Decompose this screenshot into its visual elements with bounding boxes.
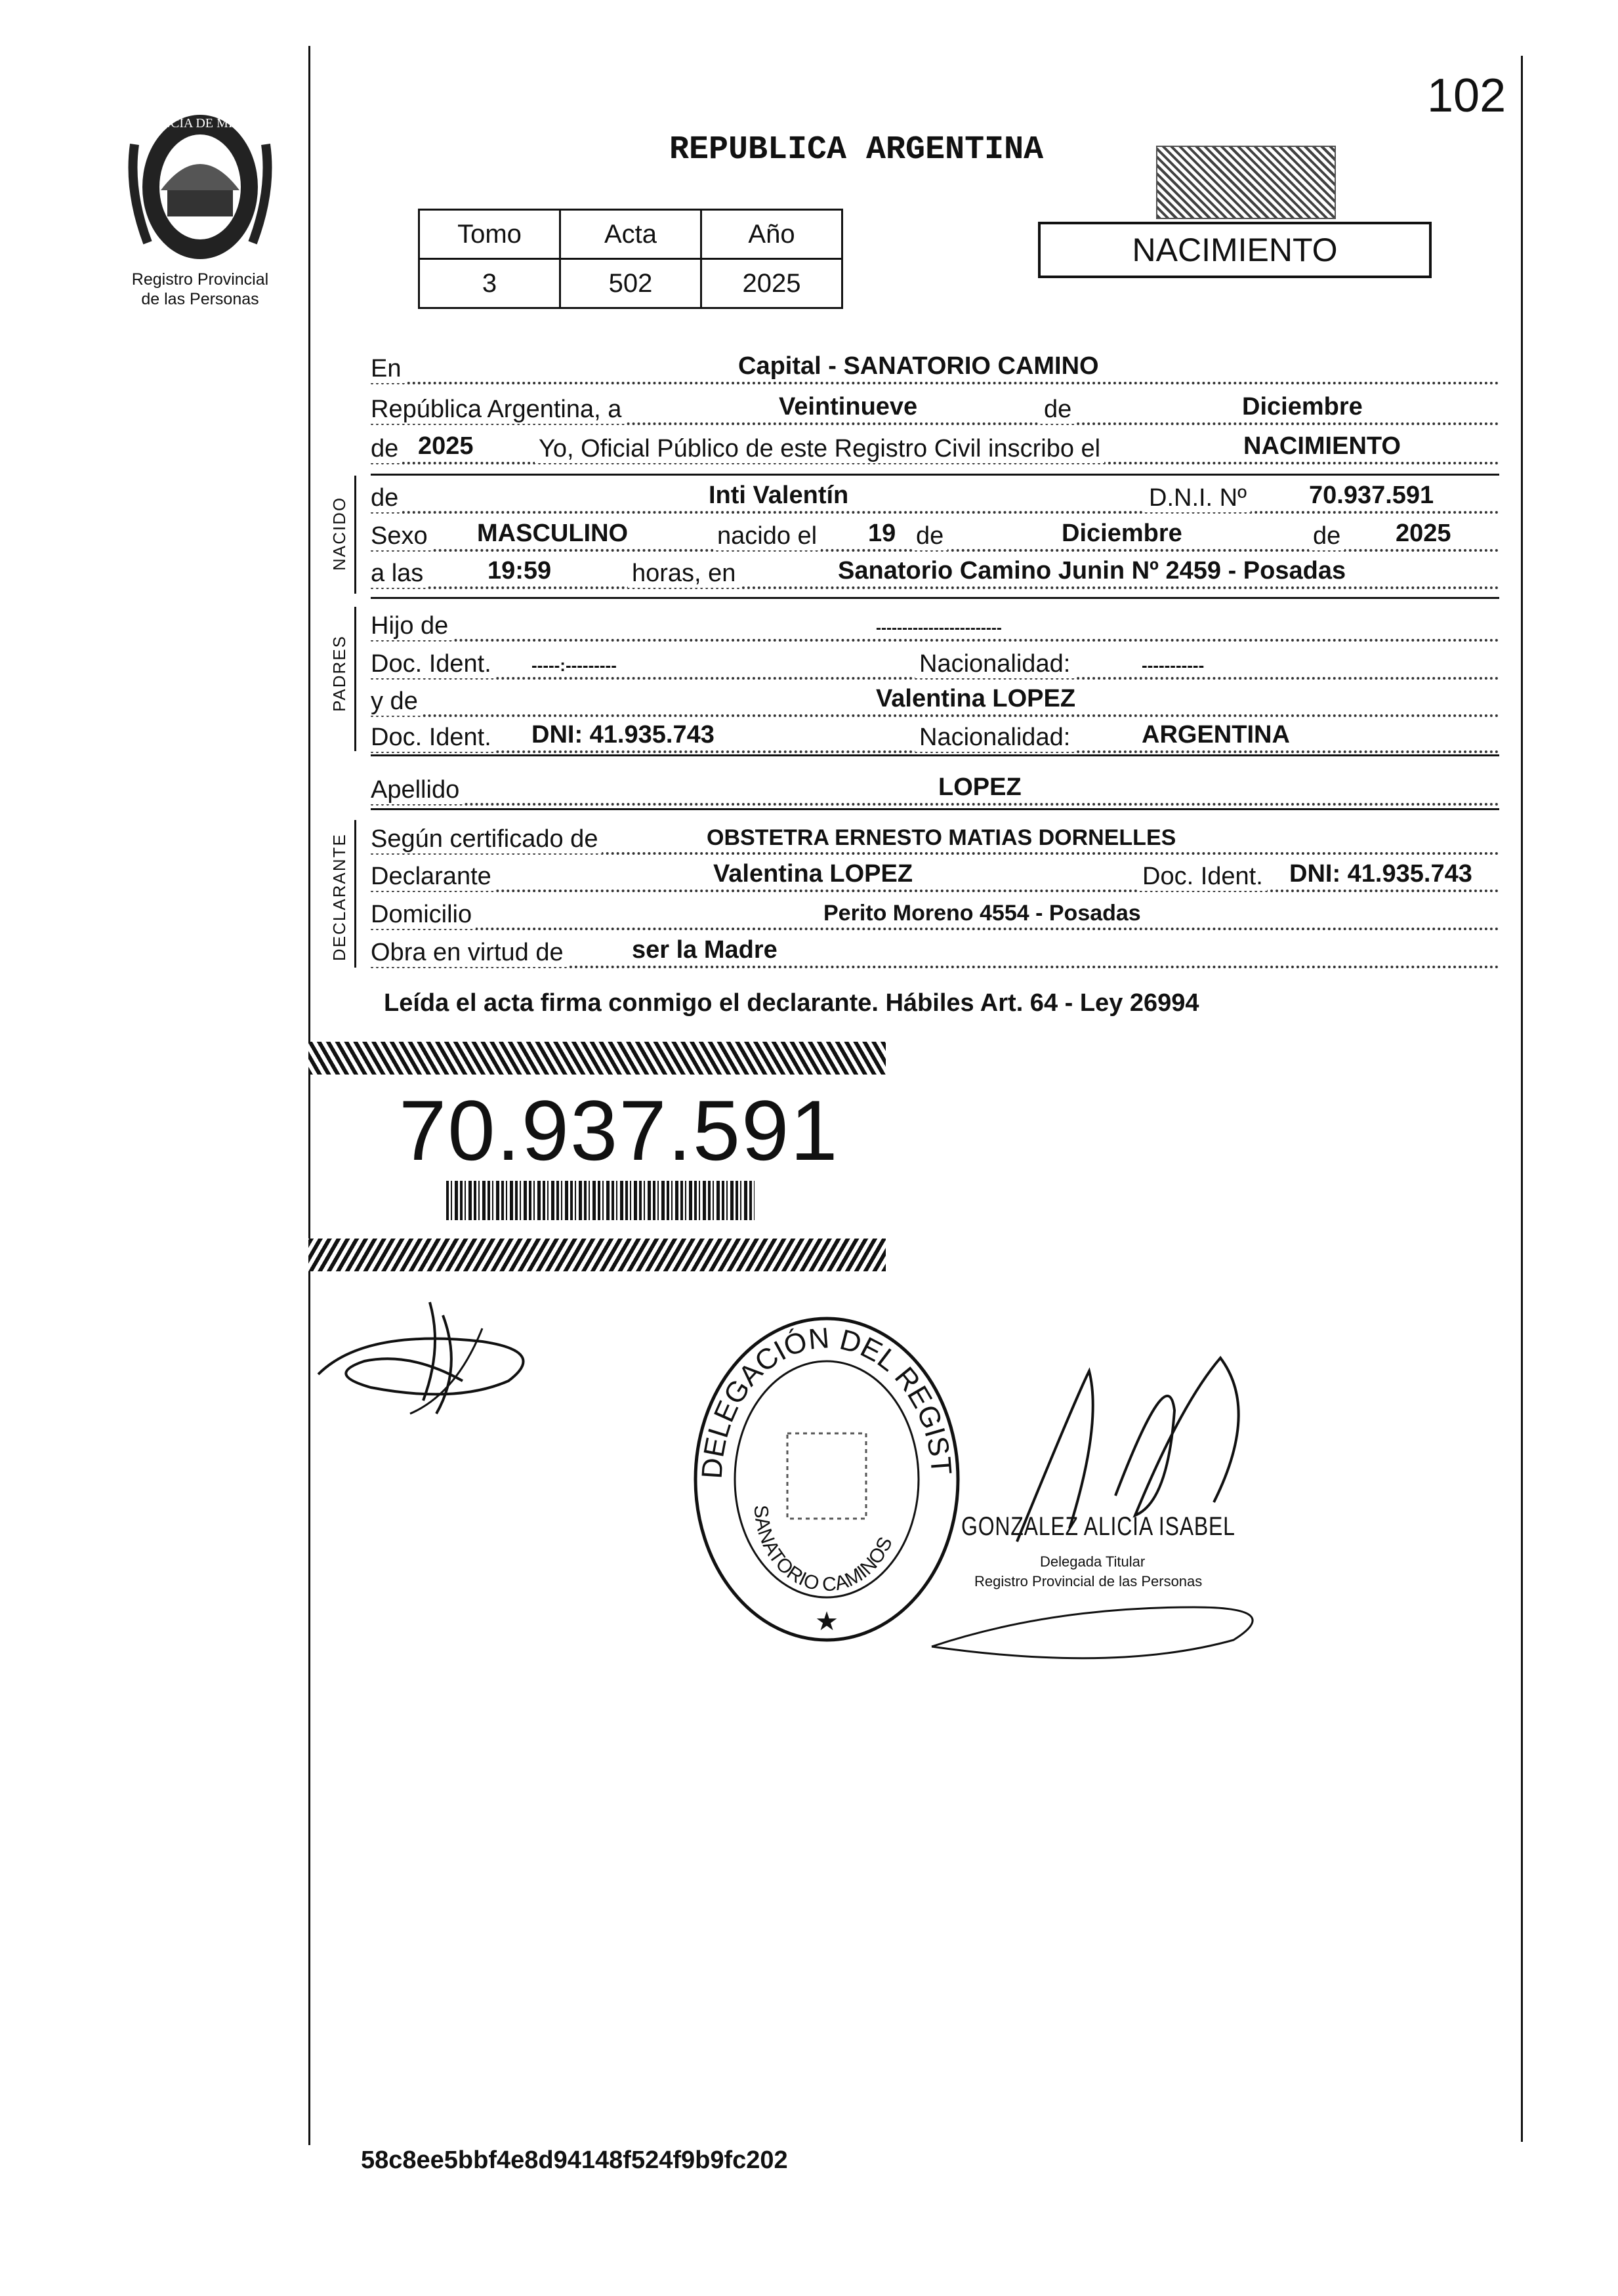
label-en: En	[371, 355, 405, 383]
dni-large-number: 70.937.591	[399, 1082, 839, 1178]
value-mes-registro: Diciembre	[1242, 393, 1363, 420]
value-anio-registro: 2025	[418, 432, 474, 460]
row-hora-lugar	[371, 558, 1499, 594]
section-label-declarante: DECLARANTE	[329, 833, 349, 961]
row-apellido	[371, 774, 1499, 811]
row-nombre	[371, 482, 1499, 519]
security-stripe-bottom	[308, 1239, 886, 1271]
seal-inner-text: SANATORIO CAMINOS	[749, 1504, 897, 1596]
registry-table-header-row	[419, 210, 842, 259]
section-bar-nacido	[354, 476, 356, 594]
value-hora: 19:59	[487, 557, 552, 584]
row-obra-virtud	[371, 937, 1499, 974]
value-certificado: OBSTETRA ERNESTO MATIAS DORNELLES	[707, 825, 1176, 850]
row-hijo-de	[371, 610, 1499, 647]
section-bar-declarante	[354, 820, 356, 968]
official-name: GONZALEZ ALICIA ISABEL	[961, 1512, 1235, 1541]
table-value-anio: 2025	[701, 259, 842, 308]
label-de-nombre: de	[371, 484, 402, 512]
label-nacionalidad-padre: Nacionalidad:	[915, 650, 1074, 678]
value-madre: Valentina LOPEZ	[876, 685, 1076, 712]
provincial-logo	[121, 105, 279, 269]
label-declarante: Declarante	[371, 863, 495, 891]
label-a-las: a las	[371, 560, 427, 588]
label-doc-ident-padre: Doc. Ident.	[371, 650, 495, 678]
row-lugar	[371, 353, 1499, 390]
row-inscripcion	[371, 433, 1499, 470]
label-yo-oficial: Yo, Oficial Público de este Registro Civil inscribo el	[535, 435, 1104, 463]
value-padre-doc: -----:---------	[531, 655, 617, 675]
row-certificado	[371, 823, 1499, 860]
label-sexo: Sexo	[371, 522, 432, 550]
value-mes-nac: Diciembre	[1062, 520, 1182, 547]
label-de-anio-nac: de	[1309, 522, 1344, 550]
svg-text:★: ★	[815, 1607, 839, 1636]
value-apellido: LOPEZ	[938, 773, 1022, 801]
logo-caption-1: Registro Provincial	[131, 270, 269, 289]
value-lugar-nac: Sanatorio Camino Junin Nº 2459 - Posadas	[838, 557, 1346, 584]
section-bar-padres	[354, 607, 356, 751]
closing-statement: Leída el acta firma conmigo el declarante. Hábiles Art. 64 - Ley 26994	[384, 989, 1199, 1017]
official-institution: Registro Provincial de las Personas	[974, 1573, 1203, 1589]
section-label-nacido: NACIDO	[329, 496, 349, 571]
value-madre-doc: DNI: 41.935.743	[531, 721, 715, 748]
dni-barcode	[446, 1181, 755, 1220]
value-anio-nac: 2025	[1396, 520, 1451, 547]
value-dia-nac: 19	[868, 520, 896, 547]
row-declarante	[371, 861, 1499, 897]
label-segun-certificado: Según certificado de	[371, 825, 602, 853]
label-obra-virtud: Obra en virtud de	[371, 939, 568, 967]
seal-ring-text: DELEGACIÓN DEL REGIST	[695, 1322, 958, 1480]
section-label-padres: PADRES	[329, 635, 349, 712]
label-hijo-de: Hijo de	[371, 612, 452, 640]
label-apellido: Apellido	[371, 776, 463, 804]
value-nombre: Inti Valentín	[709, 482, 849, 509]
table-value-acta: 502	[560, 259, 701, 308]
label-republica: República Argentina, a	[371, 396, 625, 424]
value-lugar: Capital - SANATORIO CAMINO	[738, 352, 1099, 380]
row-domicilio	[371, 899, 1499, 935]
label-nacido-el: nacido el	[713, 522, 821, 550]
row-madre	[371, 686, 1499, 722]
value-declarante: Valentina LOPEZ	[713, 860, 913, 888]
value-obra: ser la Madre	[632, 936, 778, 964]
label-doc-ident-declarante: Doc. Ident.	[1138, 863, 1267, 891]
label-de: de	[1040, 396, 1075, 424]
label-domicilio: Domicilio	[371, 901, 476, 929]
divider-nacido-top	[371, 474, 1499, 476]
document-title: REPUBLICA ARGENTINA	[669, 131, 1044, 169]
official-title: Delegada Titular	[1040, 1553, 1146, 1570]
value-sexo: MASCULINO	[477, 520, 629, 547]
label-dni-no: D.N.I. Nº	[1145, 484, 1251, 512]
table-header-tomo: Tomo	[419, 210, 560, 259]
value-padre: ------------------------	[876, 619, 1002, 637]
act-type-box: NACIMIENTO	[1038, 222, 1432, 278]
security-hologram	[1156, 146, 1336, 219]
page-number: 102	[1427, 70, 1506, 122]
logo-caption-2: de las Personas	[141, 290, 259, 308]
value-madre-nac: ARGENTINA	[1142, 721, 1290, 748]
row-sexo-nacimiento	[371, 520, 1499, 557]
security-stripe-top	[308, 1042, 886, 1075]
value-padre-nac: -----------	[1142, 655, 1205, 675]
value-domicilio: Perito Moreno 4554 - Posadas	[823, 901, 1141, 926]
document-hash: 58c8ee5bbf4e8d94148f524f9b9fc202	[361, 2146, 788, 2174]
table-header-anio: Año	[701, 210, 842, 259]
label-doc-ident-madre: Doc. Ident.	[371, 724, 495, 752]
label-y-de: y de	[371, 687, 422, 716]
label-de-anio: de	[371, 435, 402, 463]
value-dni: 70.937.591	[1309, 482, 1434, 509]
value-tipo: NACIMIENTO	[1243, 432, 1401, 460]
right-margin-line	[1521, 56, 1523, 2142]
left-margin-line	[308, 46, 310, 2145]
label-nacionalidad-madre: Nacionalidad:	[915, 724, 1074, 752]
label-horas-en: horas, en	[628, 560, 739, 588]
table-header-acta: Acta	[560, 210, 701, 259]
value-declarante-doc: DNI: 41.935.743	[1289, 860, 1472, 888]
row-madre-doc	[371, 722, 1499, 758]
value-dia-registro: Veintinueve	[779, 393, 918, 420]
registry-table-value-row	[419, 259, 842, 308]
declarant-signature	[312, 1289, 587, 1440]
label-de-mes: de	[912, 522, 947, 550]
official-signature	[919, 1332, 1286, 1673]
table-value-tomo: 3	[419, 259, 560, 308]
registry-table	[418, 209, 843, 309]
row-padre-doc	[371, 648, 1499, 685]
row-fecha-registro	[371, 394, 1499, 430]
logo-ring-text: PROVINCIA DE MISIONES	[121, 116, 279, 131]
divider-nacido-bottom	[371, 597, 1499, 599]
